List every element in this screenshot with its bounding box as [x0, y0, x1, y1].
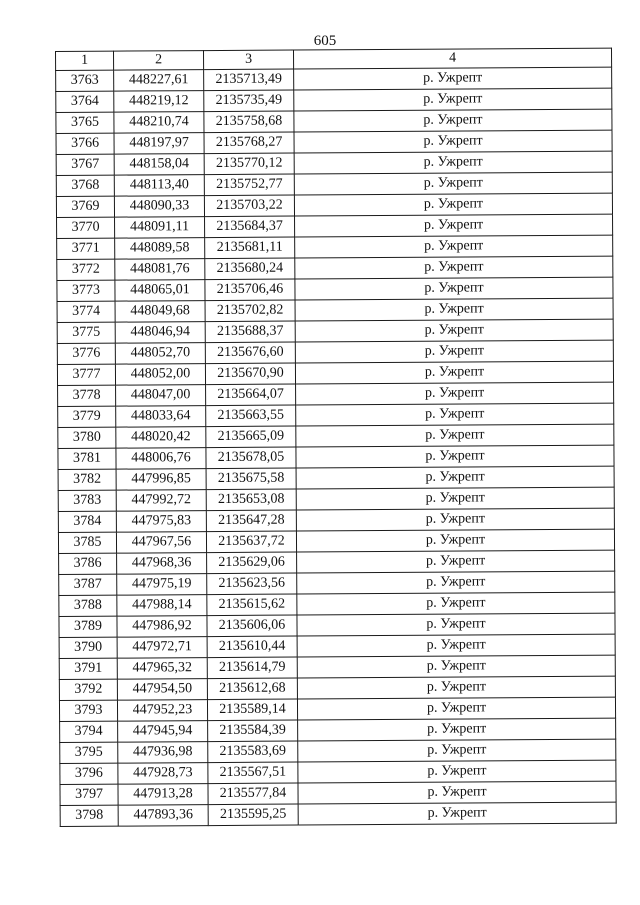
y-coordinate-cell: 2135735,49 — [204, 90, 294, 112]
place-description-cell: р. Ужрепт — [298, 760, 616, 783]
point-number-cell: 3776 — [57, 343, 115, 364]
point-number-cell: 3790 — [59, 637, 117, 658]
x-coordinate-cell: 448090,33 — [114, 196, 204, 218]
place-description-cell: р. Ужрепт — [295, 256, 613, 279]
place-description-cell: р. Ужрепт — [297, 697, 615, 720]
place-description-cell: р. Ужрепт — [296, 445, 614, 468]
table-row — [60, 802, 616, 826]
place-description-cell: р. Ужрепт — [296, 424, 614, 447]
column-header-1: 1 — [56, 51, 114, 70]
y-coordinate-cell: 2135637,72 — [206, 531, 296, 553]
point-number-cell: 3789 — [59, 616, 117, 637]
place-description-cell: р. Ужрепт — [295, 361, 613, 384]
point-number-cell: 3796 — [60, 763, 118, 784]
y-coordinate-cell: 2135595,25 — [208, 804, 298, 826]
place-description-cell: р. Ужрепт — [298, 739, 616, 762]
y-coordinate-cell: 2135629,06 — [207, 552, 297, 574]
x-coordinate-cell: 448033,64 — [116, 406, 206, 428]
y-coordinate-cell: 2135703,22 — [204, 195, 294, 217]
point-number-cell: 3767 — [56, 154, 114, 175]
point-number-cell: 3778 — [58, 385, 116, 406]
point-number-cell: 3780 — [58, 427, 116, 448]
x-coordinate-cell: 447945,94 — [118, 721, 208, 743]
x-coordinate-cell: 447913,28 — [118, 784, 208, 806]
x-coordinate-cell: 448006,76 — [116, 448, 206, 470]
place-description-cell: р. Ужрепт — [294, 67, 612, 90]
x-coordinate-cell: 447996,85 — [116, 469, 206, 491]
point-number-cell: 3787 — [59, 574, 117, 595]
point-number-cell: 3769 — [56, 196, 114, 217]
x-coordinate-cell: 447972,71 — [117, 637, 207, 659]
x-coordinate-cell: 447967,56 — [116, 532, 206, 554]
place-description-cell: р. Ужрепт — [297, 655, 615, 678]
x-coordinate-cell: 448046,94 — [115, 322, 205, 344]
place-description-cell: р. Ужрепт — [295, 298, 613, 321]
point-number-cell: 3785 — [58, 532, 116, 553]
y-coordinate-cell: 2135623,56 — [207, 573, 297, 595]
x-coordinate-cell: 448197,97 — [114, 133, 204, 155]
point-number-cell: 3764 — [56, 91, 114, 112]
x-coordinate-cell: 448113,40 — [114, 175, 204, 197]
place-description-cell: р. Ужрепт — [294, 109, 612, 132]
y-coordinate-cell: 2135752,77 — [204, 174, 294, 196]
point-number-cell: 3788 — [59, 595, 117, 616]
x-coordinate-cell: 448210,74 — [114, 112, 204, 134]
place-description-cell: р. Ужрепт — [298, 781, 616, 804]
place-description-cell: р. Ужрепт — [298, 802, 616, 825]
coordinates-table — [55, 48, 617, 827]
column-header-3: 3 — [204, 50, 294, 70]
place-description-cell: р. Ужрепт — [294, 130, 612, 153]
y-coordinate-cell: 2135680,24 — [205, 258, 295, 280]
point-number-cell: 3774 — [57, 301, 115, 322]
place-description-cell: р. Ужрепт — [296, 382, 614, 405]
x-coordinate-cell: 448091,11 — [115, 217, 205, 239]
place-description-cell: р. Ужрепт — [298, 718, 616, 741]
point-number-cell: 3772 — [57, 259, 115, 280]
x-coordinate-cell: 448089,58 — [115, 238, 205, 260]
y-coordinate-cell: 2135770,12 — [204, 153, 294, 175]
point-number-cell: 3768 — [56, 175, 114, 196]
x-coordinate-cell: 447992,72 — [116, 490, 206, 512]
column-header-4: 4 — [293, 48, 611, 69]
page-number: 605 — [313, 33, 337, 49]
x-coordinate-cell: 447986,92 — [117, 616, 207, 638]
y-coordinate-cell: 2135583,69 — [208, 741, 298, 763]
place-description-cell: р. Ужрепт — [294, 151, 612, 174]
y-coordinate-cell: 2135577,84 — [208, 783, 298, 805]
x-coordinate-cell: 448081,76 — [115, 259, 205, 281]
y-coordinate-cell: 2135664,07 — [206, 384, 296, 406]
x-coordinate-cell: 447968,36 — [117, 553, 207, 575]
place-description-cell: р. Ужрепт — [296, 529, 614, 552]
y-coordinate-cell: 2135684,37 — [205, 216, 295, 238]
y-coordinate-cell: 2135663,55 — [206, 405, 296, 427]
place-description-cell: р. Ужрепт — [296, 403, 614, 426]
point-number-cell: 3773 — [57, 280, 115, 301]
y-coordinate-cell: 2135768,27 — [204, 132, 294, 154]
point-number-cell: 3763 — [56, 70, 114, 91]
y-coordinate-cell: 2135653,08 — [206, 489, 296, 511]
point-number-cell: 3786 — [59, 553, 117, 574]
y-coordinate-cell: 2135615,62 — [207, 594, 297, 616]
y-coordinate-cell: 2135675,58 — [206, 468, 296, 490]
y-coordinate-cell: 2135713,49 — [204, 69, 294, 91]
x-coordinate-cell: 448227,61 — [114, 70, 204, 92]
point-number-cell: 3777 — [57, 364, 115, 385]
point-number-cell: 3783 — [58, 490, 116, 511]
x-coordinate-cell: 447988,14 — [117, 595, 207, 617]
x-coordinate-cell: 448049,68 — [115, 301, 205, 323]
point-number-cell: 3792 — [59, 679, 117, 700]
x-coordinate-cell: 447965,32 — [117, 658, 207, 680]
point-number-cell: 3781 — [58, 448, 116, 469]
x-coordinate-cell: 448065,01 — [115, 280, 205, 302]
point-number-cell: 3771 — [57, 238, 115, 259]
x-coordinate-cell: 448219,12 — [114, 91, 204, 113]
point-number-cell: 3797 — [60, 784, 118, 805]
table-body — [56, 67, 617, 826]
y-coordinate-cell: 2135681,11 — [205, 237, 295, 259]
x-coordinate-cell: 448052,00 — [115, 364, 205, 386]
point-number-cell: 3782 — [58, 469, 116, 490]
point-number-cell: 3794 — [60, 721, 118, 742]
y-coordinate-cell: 2135589,14 — [207, 699, 297, 721]
y-coordinate-cell: 2135670,90 — [205, 363, 295, 385]
place-description-cell: р. Ужрепт — [294, 172, 612, 195]
place-description-cell: р. Ужрепт — [295, 340, 613, 363]
point-number-cell: 3766 — [56, 133, 114, 154]
place-description-cell: р. Ужрепт — [294, 88, 612, 111]
y-coordinate-cell: 2135678,05 — [206, 447, 296, 469]
point-number-cell: 3779 — [58, 406, 116, 427]
y-coordinate-cell: 2135610,44 — [207, 636, 297, 658]
y-coordinate-cell: 2135612,68 — [207, 678, 297, 700]
x-coordinate-cell: 448047,00 — [116, 385, 206, 407]
x-coordinate-cell: 447975,83 — [116, 511, 206, 533]
y-coordinate-cell: 2135676,60 — [205, 342, 295, 364]
point-number-cell: 3798 — [60, 805, 118, 826]
point-number-cell: 3765 — [56, 112, 114, 133]
place-description-cell: р. Ужрепт — [296, 508, 614, 531]
y-coordinate-cell: 2135706,46 — [205, 279, 295, 301]
x-coordinate-cell: 447893,36 — [118, 805, 208, 827]
point-number-cell: 3795 — [60, 742, 118, 763]
place-description-cell: р. Ужрепт — [296, 466, 614, 489]
x-coordinate-cell: 448020,42 — [116, 427, 206, 449]
place-description-cell: р. Ужрепт — [297, 550, 615, 573]
y-coordinate-cell: 2135567,51 — [208, 762, 298, 784]
point-number-cell: 3784 — [58, 511, 116, 532]
y-coordinate-cell: 2135665,09 — [206, 426, 296, 448]
place-description-cell: р. Ужрепт — [297, 592, 615, 615]
place-description-cell: р. Ужрепт — [295, 277, 613, 300]
point-number-cell: 3793 — [59, 700, 117, 721]
y-coordinate-cell: 2135614,79 — [207, 657, 297, 679]
point-number-cell: 3770 — [57, 217, 115, 238]
point-number-cell: 3791 — [59, 658, 117, 679]
x-coordinate-cell: 447954,50 — [117, 679, 207, 701]
x-coordinate-cell: 447952,23 — [117, 700, 207, 722]
y-coordinate-cell: 2135702,82 — [205, 300, 295, 322]
x-coordinate-cell: 448052,70 — [115, 343, 205, 365]
x-coordinate-cell: 447936,98 — [118, 742, 208, 764]
place-description-cell: р. Ужрепт — [294, 193, 612, 216]
point-number-cell: 3775 — [57, 322, 115, 343]
y-coordinate-cell: 2135688,37 — [205, 321, 295, 343]
y-coordinate-cell: 2135758,68 — [204, 111, 294, 133]
place-description-cell: р. Ужрепт — [297, 613, 615, 636]
place-description-cell: р. Ужрепт — [295, 319, 613, 342]
column-header-2: 2 — [114, 51, 204, 71]
place-description-cell: р. Ужрепт — [296, 487, 614, 510]
place-description-cell: р. Ужрепт — [295, 235, 613, 258]
x-coordinate-cell: 447975,19 — [117, 574, 207, 596]
place-description-cell: р. Ужрепт — [297, 634, 615, 657]
place-description-cell: р. Ужрепт — [297, 571, 615, 594]
y-coordinate-cell: 2135606,06 — [207, 615, 297, 637]
x-coordinate-cell: 448158,04 — [114, 154, 204, 176]
y-coordinate-cell: 2135647,28 — [206, 510, 296, 532]
y-coordinate-cell: 2135584,39 — [208, 720, 298, 742]
place-description-cell: р. Ужрепт — [295, 214, 613, 237]
x-coordinate-cell: 447928,73 — [118, 763, 208, 785]
place-description-cell: р. Ужрепт — [297, 676, 615, 699]
